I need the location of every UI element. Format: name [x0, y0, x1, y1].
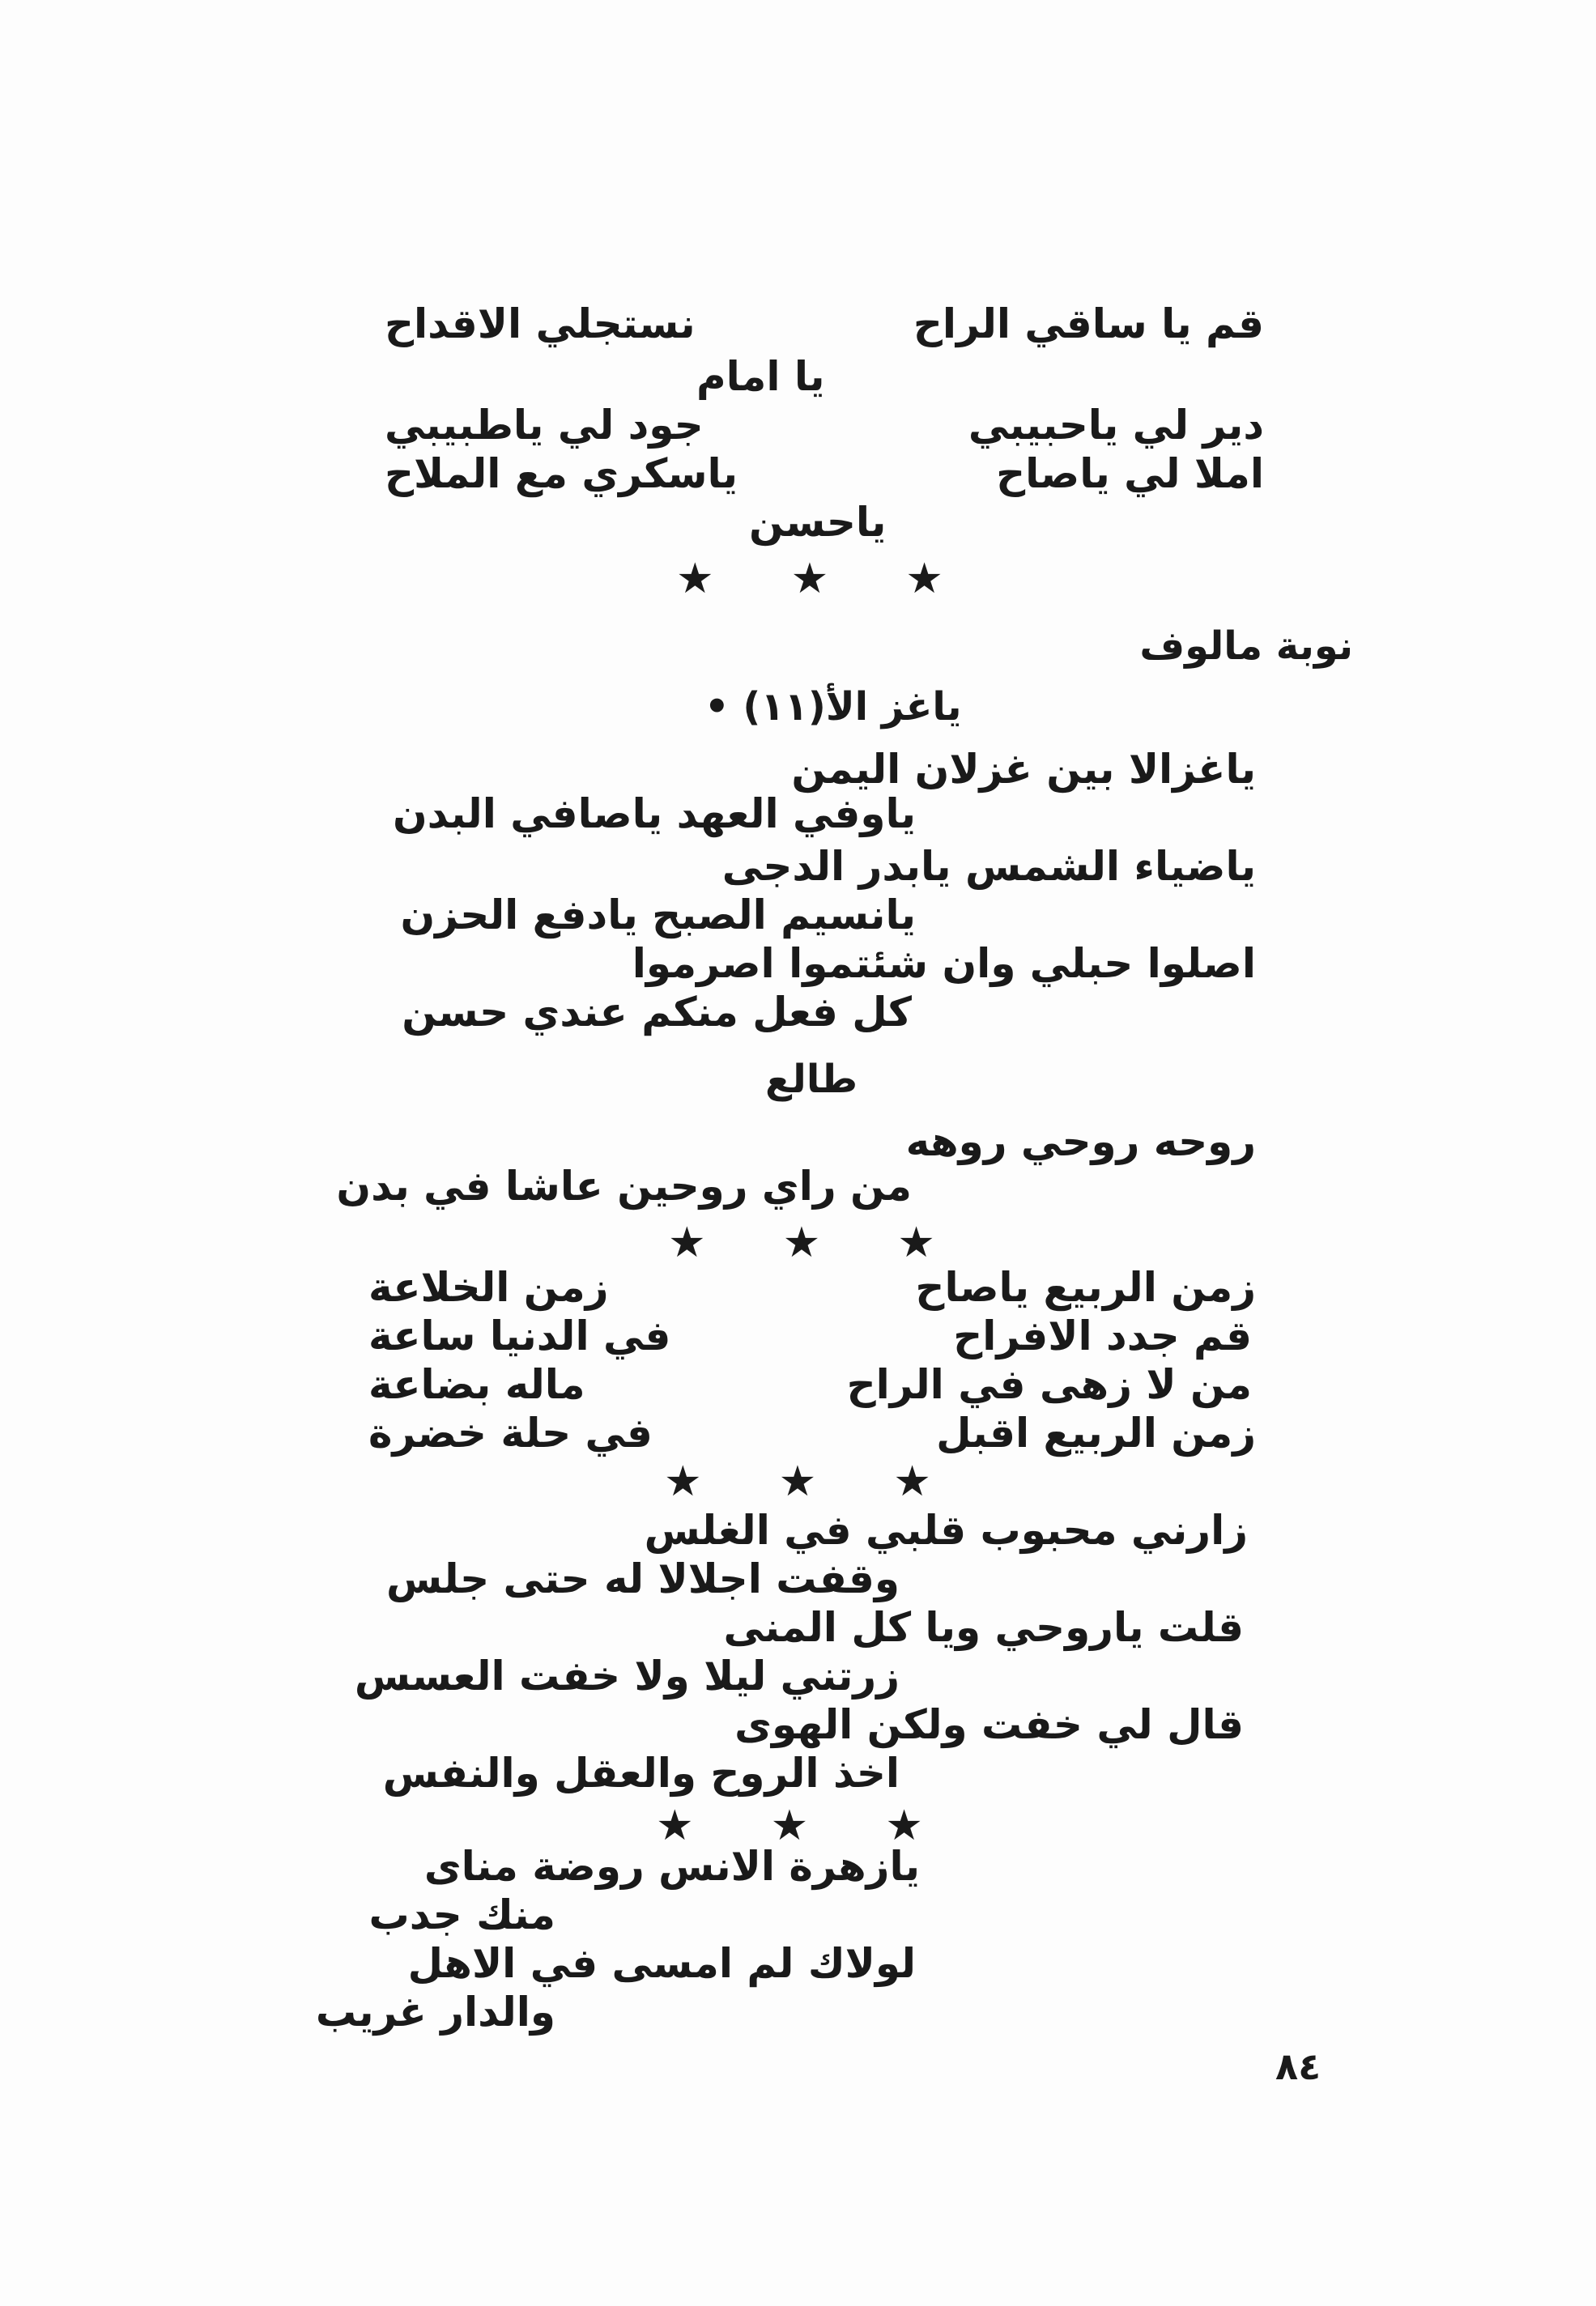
verse-line: زرتني ليلا ولا خفت العسس — [354, 1653, 900, 1700]
verse-line: من راي روحين عاشا في بدن — [336, 1163, 912, 1210]
star-separator-icon: ★★★ — [656, 1802, 1000, 1850]
verse-line-center: يا امام — [696, 353, 825, 400]
verse-hemistich-right: من لا زهى في الراح — [846, 1361, 1252, 1408]
verse-line: والدار غريب — [315, 1989, 555, 2036]
verse-line: لولاك لم امسى في الاهل — [407, 1940, 916, 1987]
verse-hemistich-right: زمن الربيع ياصاح — [915, 1264, 1256, 1311]
verse-hemistich-right: قم جدد الافراح — [953, 1313, 1252, 1359]
verse-hemistich-right: دير لي ياحبيبي — [968, 402, 1264, 449]
verse-line: اصلوا حبلي وان شئتموا اصرموا — [632, 940, 1256, 987]
verse-hemistich-left: نستجلي الاقداح — [385, 300, 696, 347]
verse-line: ياغزالا بين غزلان اليمن — [791, 746, 1256, 793]
verse-line: روحه روحي روهه — [905, 1118, 1256, 1165]
verse-line: يانسيم الصبح يادفع الحزن — [400, 891, 916, 938]
verse-hemistich-left: ماله بضاعة — [368, 1361, 585, 1408]
verse-hemistich-left: في حلة خضرة — [368, 1410, 653, 1457]
star-separator-icon: ★★★ — [668, 1219, 1012, 1267]
page-number: ٨٤ — [1275, 2044, 1321, 2088]
poem-title: ياغز الأ(١١) • — [704, 684, 962, 730]
verse-line: قال لي خفت ولكن الهوى — [734, 1701, 1244, 1748]
star-separator-icon: ★★★ — [664, 1457, 1008, 1506]
section-heading: نوبة مالوف — [1139, 623, 1353, 669]
verse-line: منك جدب — [368, 1891, 555, 1938]
verse-line — [913, 300, 1264, 347]
verse-hemistich-right: املا لي ياصاح — [996, 450, 1264, 497]
verse-line: ياوفي العهد ياصافي البدن — [392, 790, 916, 837]
verse-line: يازهرة الانس روضة مناى — [423, 1843, 920, 1890]
verse-line: اخذ الروح والعقل والنفس — [382, 1750, 900, 1797]
verse-line: وقفت اجلالا له حتى جلس — [386, 1555, 900, 1602]
verse-hemistich-left: في الدنيا ساعة — [368, 1313, 671, 1359]
verse-hemistich-left: ياسكري مع الملاح — [385, 450, 738, 497]
verse-line: قلت ياروحي ويا كل المنى — [723, 1604, 1244, 1651]
verse-line: ياضياء الشمس يابدر الدجى — [721, 843, 1256, 890]
verse-hemistich-left: زمن الخلاعة — [368, 1264, 609, 1311]
verse-hemistich-left: جود لي ياطبيبي — [385, 402, 704, 449]
star-separator-icon: ★★★ — [676, 555, 1020, 603]
verse-line: كل فعل منكم عندي حسن — [402, 989, 912, 1036]
verse-line: زارني محبوب قلبي في الغلس — [644, 1507, 1248, 1554]
verse-hemistich-right: زمن الربيع اقبل — [936, 1410, 1256, 1457]
verse-line — [385, 300, 696, 347]
verse-hemistich-right: قم يا ساقي الراح — [913, 300, 1264, 347]
verse-line-center: ياحسن — [749, 499, 887, 546]
section-heading: طالع — [765, 1057, 858, 1102]
